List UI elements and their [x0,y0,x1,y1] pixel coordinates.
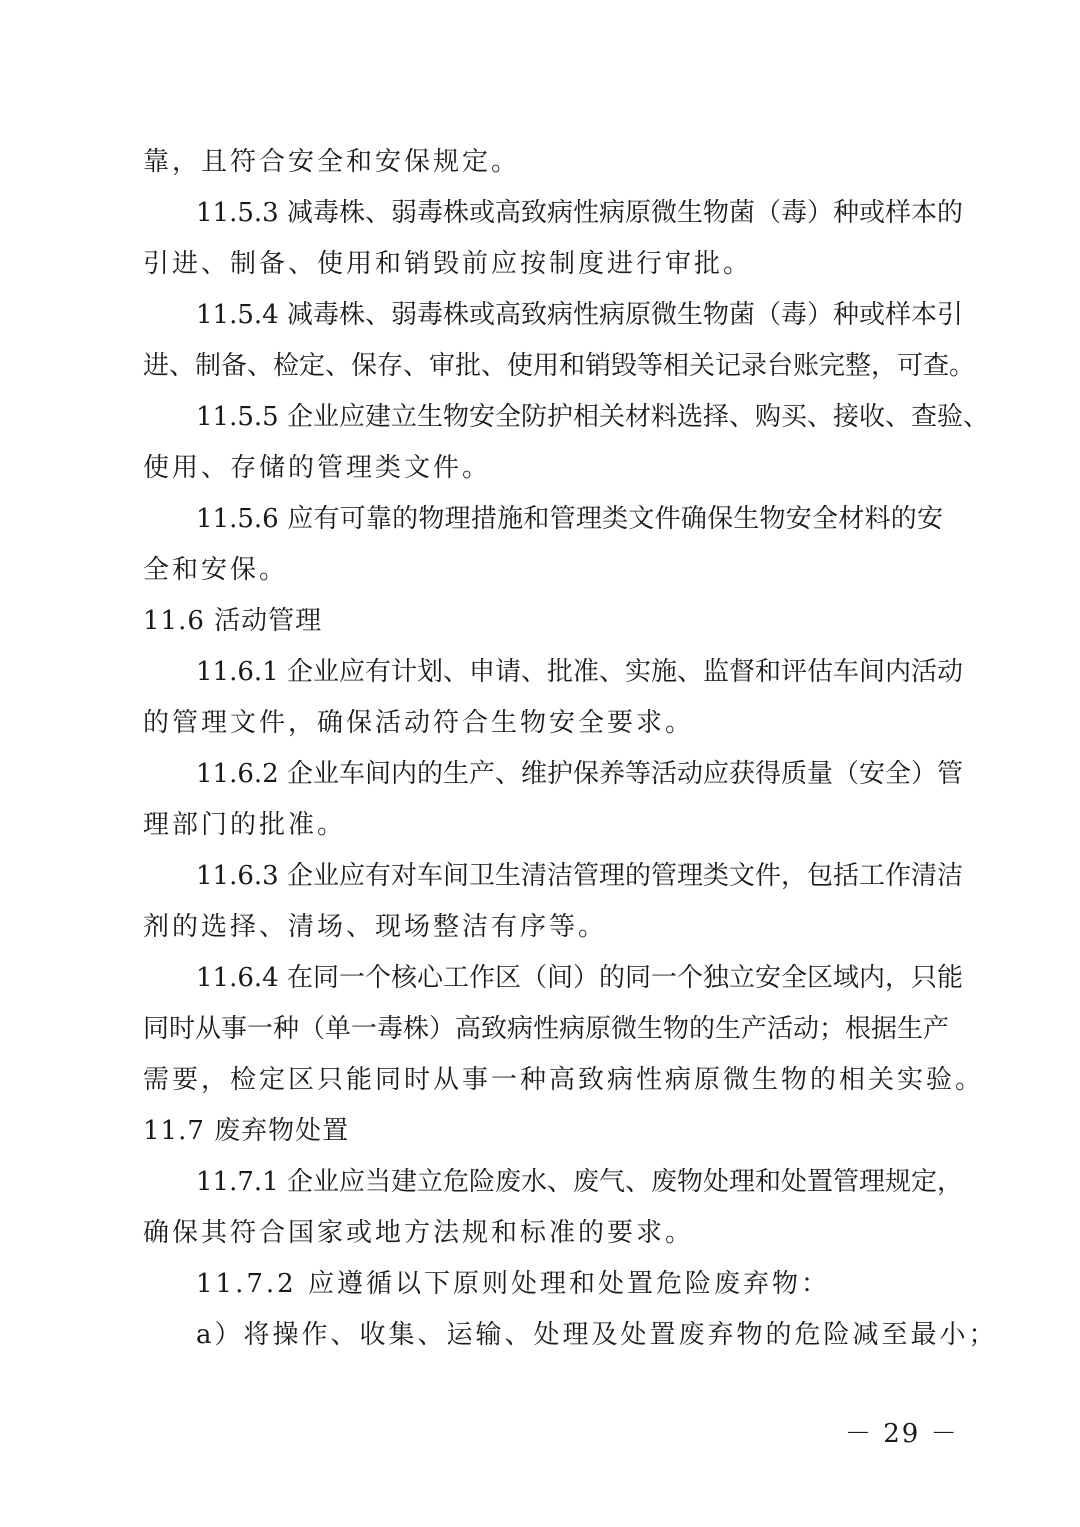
clause-11-5-3: 11.5.3 减毒株、弱毒株或高致病性病原微生物菌（毒）种或样本的 [196,198,963,228]
text-line: 剂的选择、清场、现场整洁有序等。 [143,912,608,942]
clause-11-6-3: 11.6.3 企业应有对车间卫生清洁管理的管理类文件，包括工作清洁 [196,861,963,891]
section-heading-11-7: 11.7 废弃物处置 [143,1116,350,1146]
clause-11-6-2: 11.6.2 企业车间内的生产、维护保养等活动应获得质量（安全）管 [196,759,963,789]
text-line: 靠，且符合安全和安保规定。 [143,147,521,177]
text-line: 理部门的批准。 [143,810,347,840]
clause-11-5-4: 11.5.4 减毒株、弱毒株或高致病性病原微生物菌（毒）种或样本引 [196,300,963,330]
clause-11-7-1: 11.7.1 企业应当建立危险废水、废气、废物处理和处置管理规定， [196,1167,963,1197]
section-heading-11-6: 11.6 活动管理 [143,606,323,636]
text-line: 进、制备、检定、保存、审批、使用和销毁等相关记录台账完整，可查。 [143,351,976,381]
clause-11-5-6: 11.5.6 应有可靠的物理措施和管理类文件确保生物安全材料的安 [196,504,943,534]
page-number: － 29 － [845,1419,959,1449]
text-line: 确保其符合国家或地方法规和标准的要求。 [143,1218,695,1248]
text-line: 引进、制备、使用和销毁前应按制度进行审批。 [143,249,753,279]
text-line: 的管理文件，确保活动符合生物安全要求。 [143,708,695,738]
clause-11-6-1: 11.6.1 企业应有计划、申请、批准、实施、监督和评估车间内活动 [196,657,963,687]
text-line: 使用、存储的管理类文件。 [143,453,492,483]
clause-11-6-4: 11.6.4 在同一个核心工作区（间）的同一个独立安全区域内，只能 [196,963,963,993]
list-item-a: a）将操作、收集、运输、处理及处置废弃物的危险减至最小； [196,1320,998,1350]
clause-11-7-2: 11.7.2 应遵循以下原则处理和处置危险废弃物： [196,1269,830,1299]
text-line: 需要，检定区只能同时从事一种高致病性病原微生物的相关实验。 [143,1065,985,1095]
text-line: 同时从事一种（单一毒株）高致病性病原微生物的生产活动；根据生产 [143,1014,950,1044]
text-line: 全和安保。 [143,555,289,585]
clause-11-5-5: 11.5.5 企业应建立生物安全防护相关材料选择、购买、接收、查验、 [196,402,989,432]
